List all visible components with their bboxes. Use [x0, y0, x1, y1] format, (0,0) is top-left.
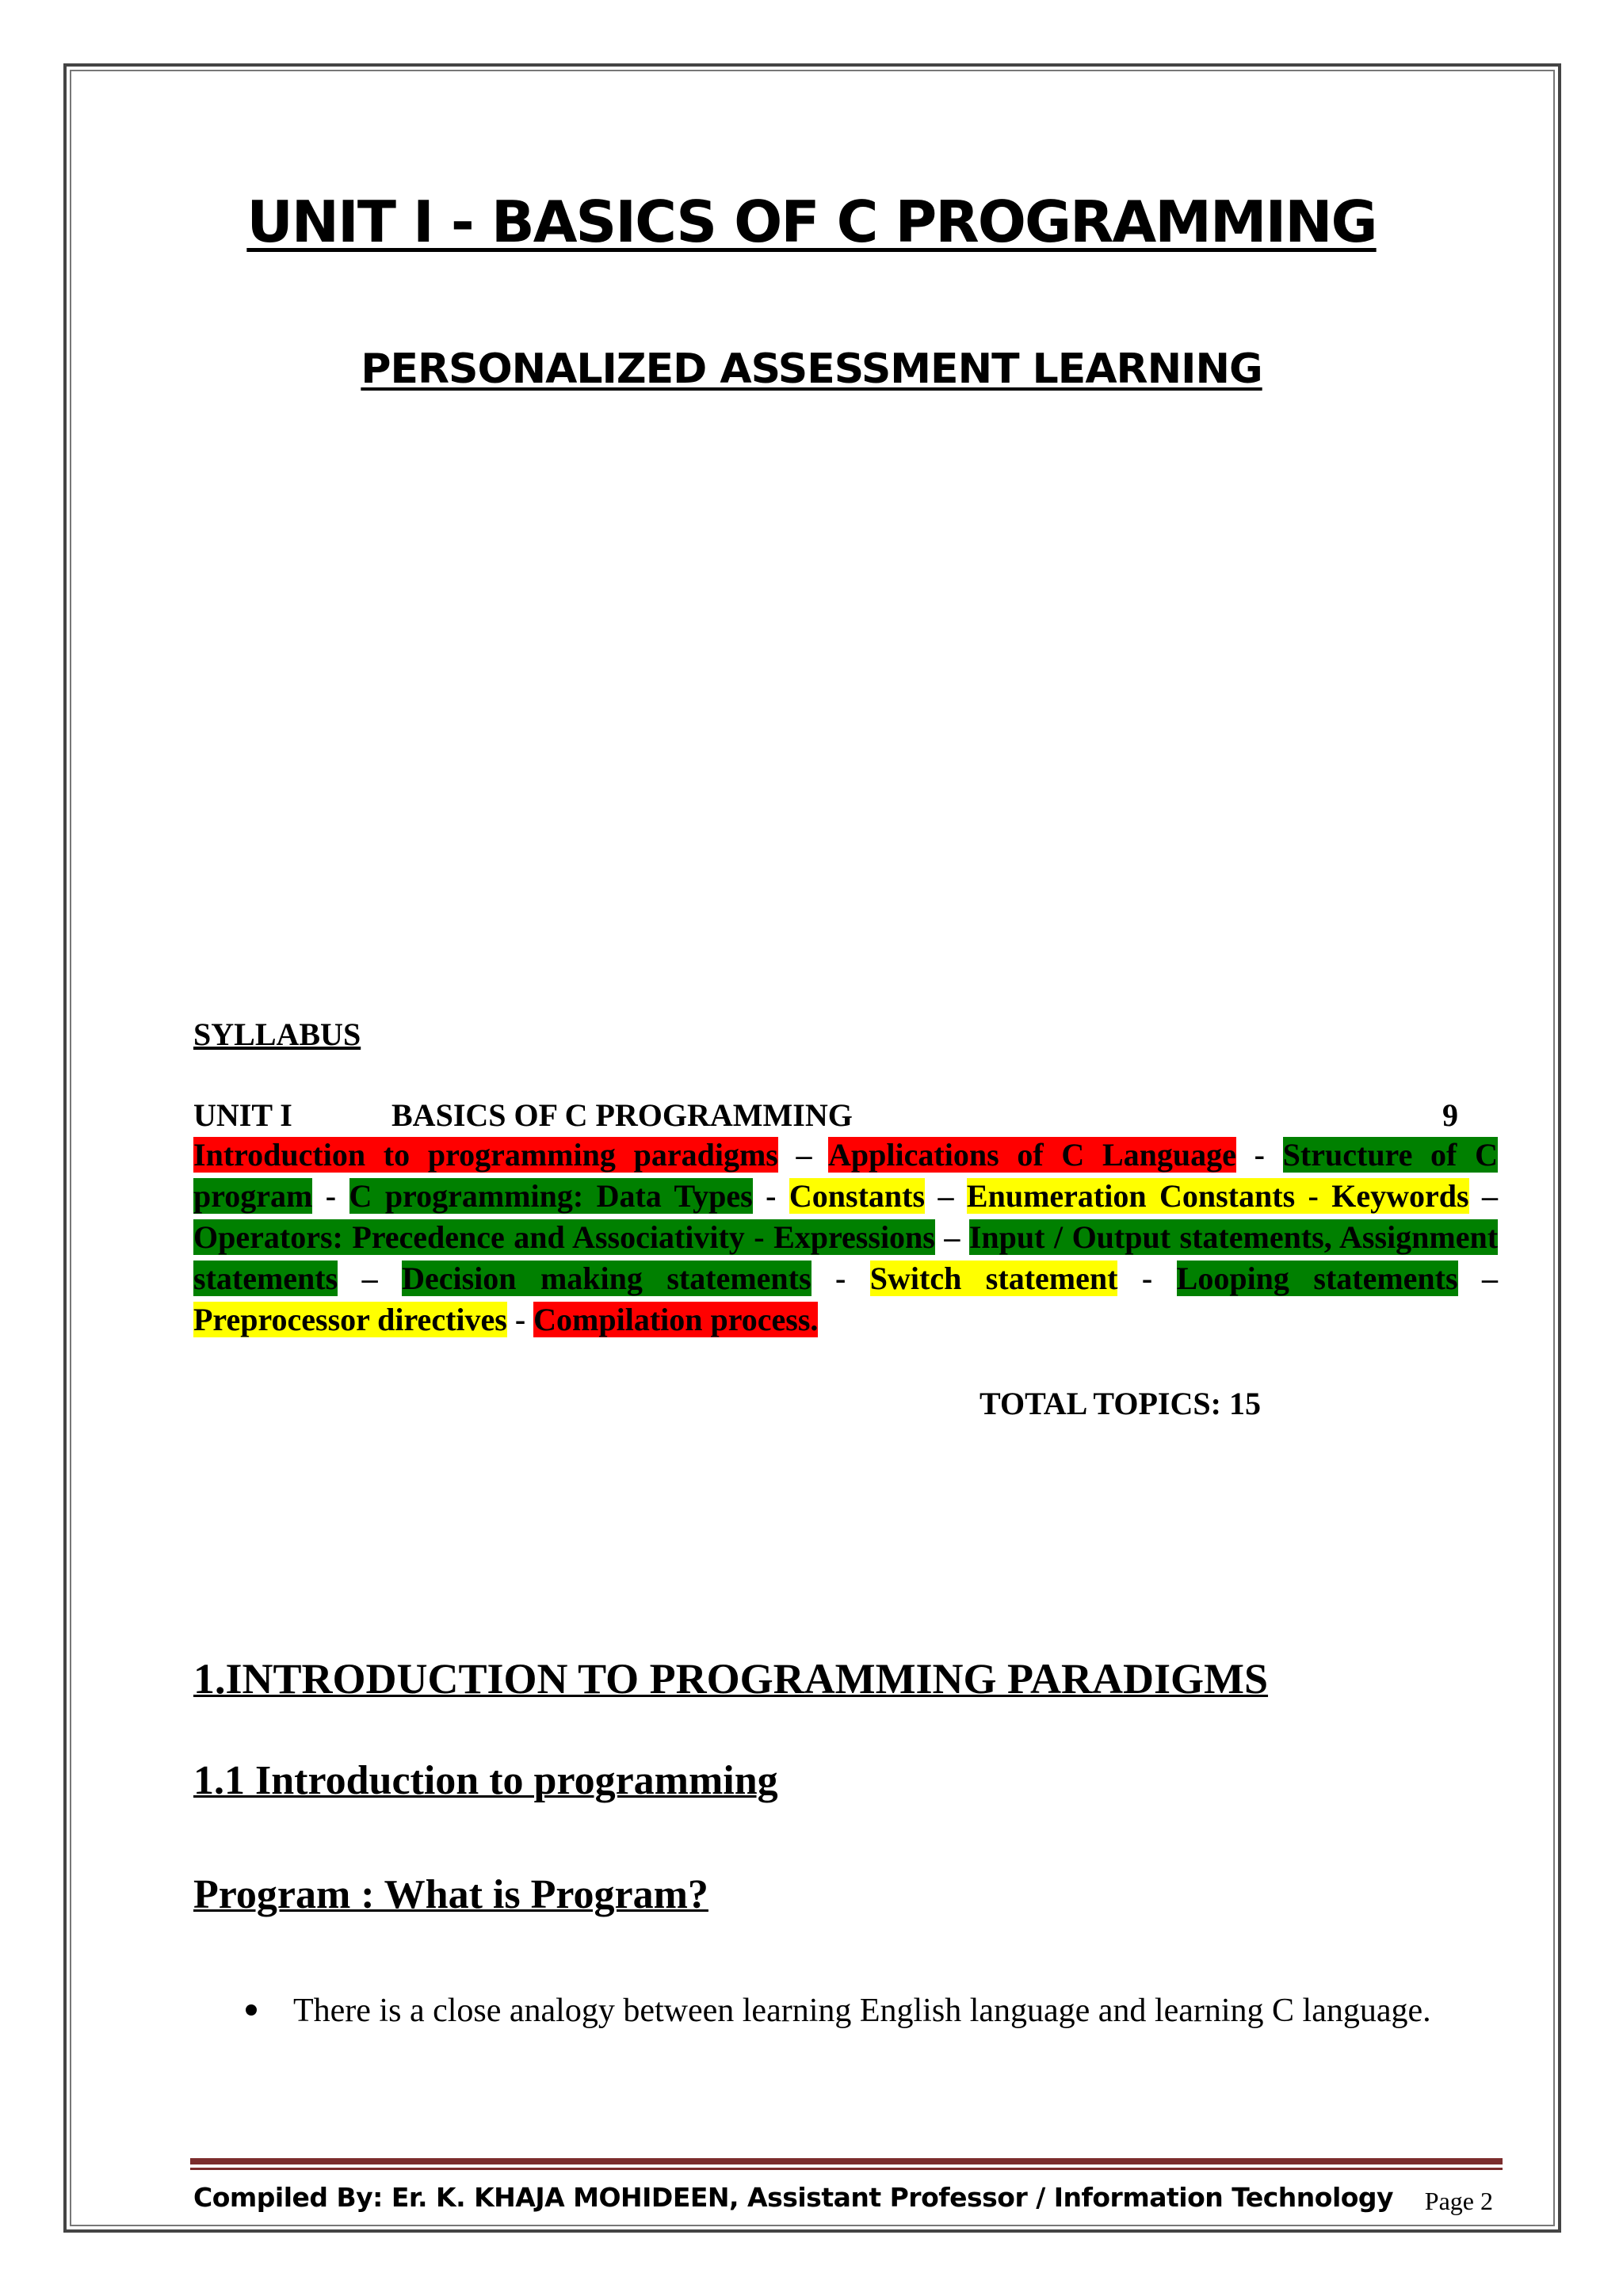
unit-subtitle: PERSONALIZED ASSESSMENT LEARNING	[361, 345, 1262, 393]
bullet-item	[193, 1987, 1498, 2035]
syllabus-topic: Looping statements	[1176, 1261, 1458, 1296]
syllabus-topic: Preprocessor directives	[193, 1302, 507, 1337]
topic-separator: -	[1117, 1261, 1177, 1296]
bullet-text: There is a close analogy between learning English language and learning C language.	[293, 1993, 1431, 2029]
syllabus-topic: Compilation process.	[533, 1302, 819, 1337]
topic-separator: –	[1468, 1178, 1499, 1214]
topic-separator: –	[338, 1261, 403, 1296]
bullet-list	[193, 1987, 1498, 2035]
syllabus-topic: Structure of C program	[193, 1137, 1498, 1214]
syllabus-topic: Applications of C Language	[828, 1137, 1236, 1173]
syllabus-topic: Introduction to programming paradigms	[193, 1137, 778, 1173]
syllabus-topic: Operators: Precedence and Associativity - Expressions	[193, 1219, 935, 1255]
topic-separator: -	[1235, 1137, 1283, 1173]
topic-separator: –	[1457, 1261, 1499, 1296]
syllabus-topic: Decision making statements	[402, 1261, 812, 1296]
syllabus-topics	[193, 1135, 1498, 1341]
syllabus-unit-name: BASICS OF C PROGRAMMING	[391, 1097, 853, 1133]
topic-separator: –	[777, 1137, 829, 1173]
syllabus-topic: C programming: Data Types	[349, 1178, 753, 1214]
topic-separator: –	[925, 1178, 967, 1214]
section-heading: 1.INTRODUCTION TO PROGRAMMING PARADIGMS	[193, 1655, 1269, 1703]
syllabus-topic: Input / Output statements, Assignment statements	[193, 1219, 1499, 1296]
total-topics: TOTAL TOPICS: 15	[980, 1386, 1261, 1421]
syllabus-unit-line	[193, 1097, 1498, 1136]
syllabus-unit-number: UNIT I	[193, 1097, 292, 1133]
syllabus-topic: Enumeration Constants - Keywords	[966, 1178, 1469, 1214]
footer-rule	[190, 2158, 1503, 2164]
topic-separator: -	[312, 1178, 349, 1214]
syllabus-unit-hours: 9	[1442, 1097, 1458, 1133]
bullet-icon	[246, 2004, 257, 2016]
footer-page-number: Page 2	[1424, 2187, 1493, 2215]
syllabus-topic: Switch statement	[869, 1261, 1118, 1296]
topic-separator: -	[752, 1178, 789, 1214]
subsection-heading: 1.1 Introduction to programming	[193, 1758, 778, 1803]
topic-separator: –	[934, 1219, 969, 1255]
syllabus-topic: Constants	[789, 1178, 926, 1214]
syllabus-label: SYLLABUS	[193, 1016, 361, 1052]
footer-compiled-by: Compiled By: Er. K. KHAJA MOHIDEEN, Assistant Professor / Information Technology	[193, 2182, 1394, 2213]
topic-separator: -	[506, 1302, 534, 1337]
unit-title: UNIT I - BASICS OF C PROGRAMMING	[246, 189, 1377, 255]
question-heading: Program : What is Program?	[193, 1872, 708, 1917]
footer-rule-thin	[190, 2168, 1503, 2170]
topic-separator: -	[811, 1261, 870, 1296]
